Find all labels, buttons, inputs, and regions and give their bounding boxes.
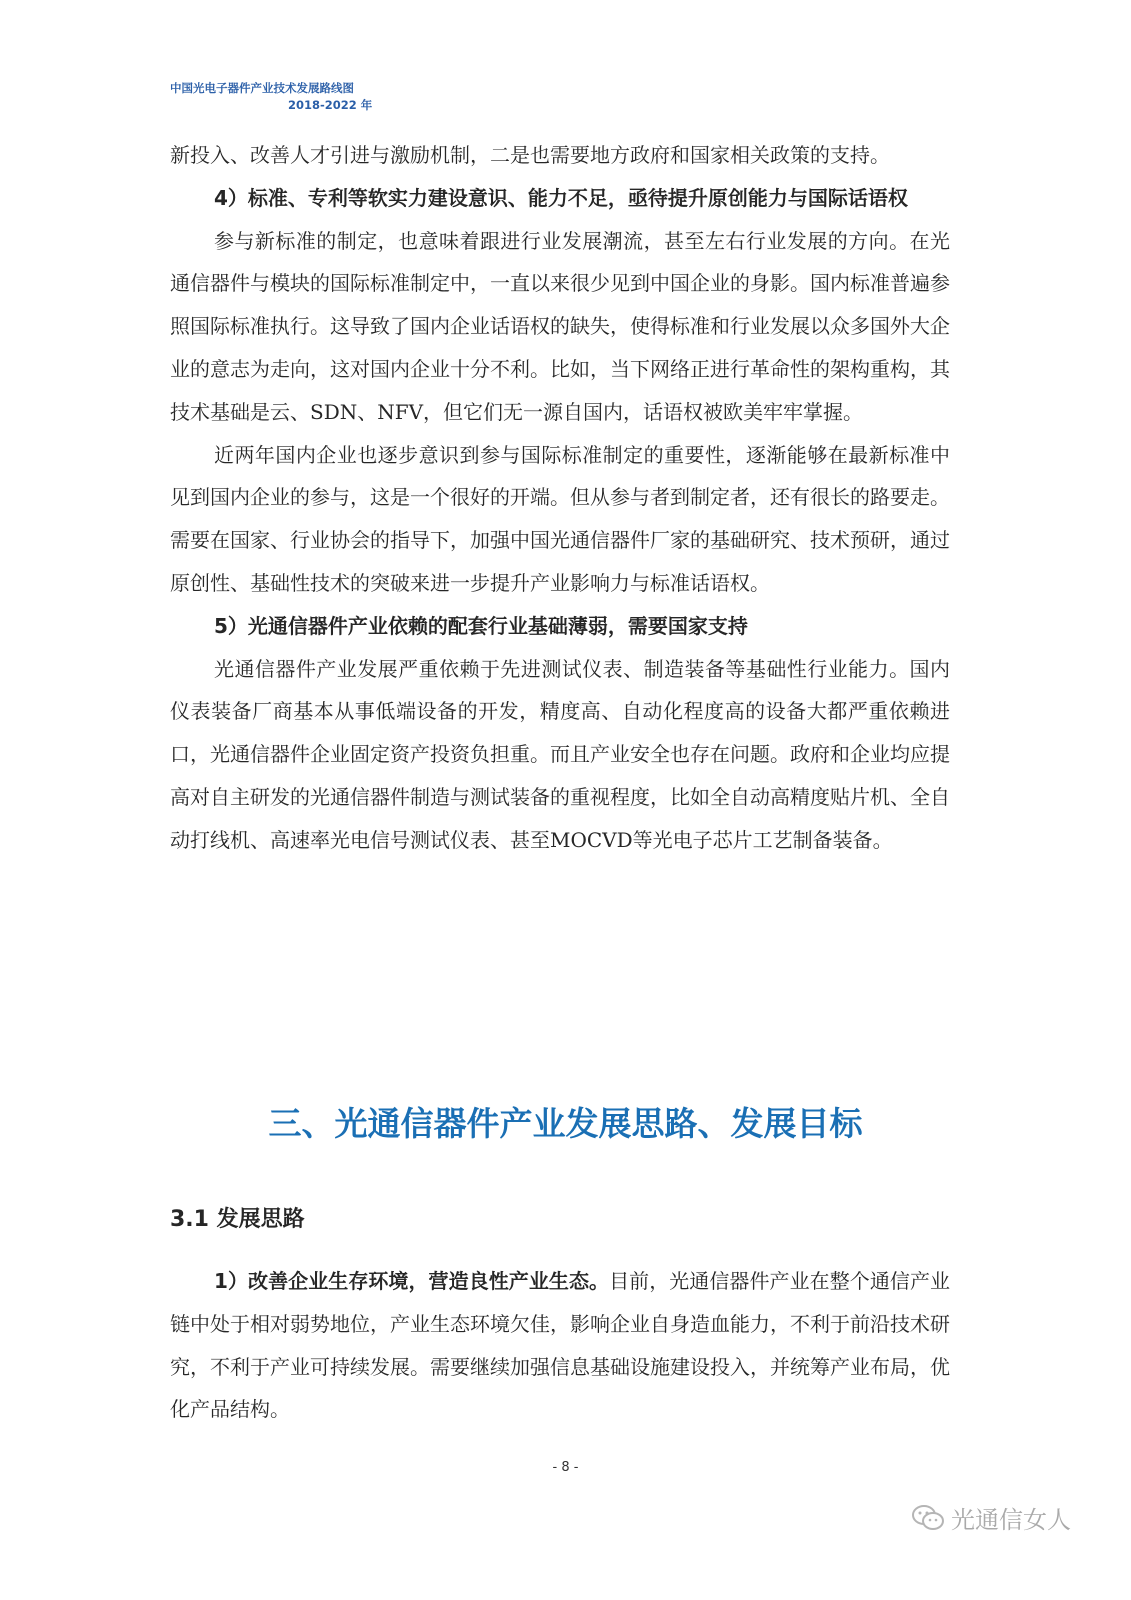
watermark [911,1500,1071,1535]
page-number: - 8 - [552,1460,579,1475]
paragraph-recent-years: 近两年国内企业也逐步意识到参与国际标准制定的重要性，逐渐能够在最新标准中见到国内企业的参与，这是一个很好的开端。但从参与者到制定者，还有很长的路要走。需要在国家、行业协会的指导下，加强中国光通信器件厂家的基础研究、技术预研，通过原创性、基础性技术的突破来进一步提升产业影响力与标准话语权。 [170,442,950,595]
watermark-text: 光通信女人 [951,1506,1071,1534]
paragraph-standards: 参与新标准的制定，也意味着跟进行业发展潮流，甚至左右行业发展的方向。在光通信器件与模块的国际标准制定中，一直以来很少见到中国企业的身影。国内标准普遍参照国际标准执行。这导致了国内企业话语权的缺失，使得标准和行业发展以众多国外大企业的意志为走向，这对国内企业十分不利。比如，当下网络正进行革命性的架构重构，其技术基础是云、SDN、NFV，但它们无一源自国内，话语权被欧美牢牢掌握。 [170,228,950,424]
running-header [170,80,373,114]
heading-item-4: 4）标准、专利等软实力建设意识、能力不足，亟待提升原创能力与国际话语权 [214,185,908,210]
wechat-icon [911,1504,945,1532]
paragraph-item-1 [170,1260,950,1431]
body-block-2 [170,1260,950,1431]
heading-item-5: 5）光通信器件产业依赖的配套行业基础薄弱，需要国家支持 [214,613,748,638]
body-block-1 [170,134,950,862]
subsection-title: 3.1 发展思路 [170,1207,305,1232]
header-years: 2018-2022 年 [288,98,373,112]
section-title: 三、光通信器件产业发展思路、发展目标 [268,1104,863,1143]
item-1-body: 目前，光通信器件产业在整个通信产业链中处于相对弱势地位，产业生态环境欠佳，影响企业自身造血能力，不利于前沿技术研究，不利于产业可持续发展。需要继续加强信息基础设施建设投入，并统筹产业布局，优化产品结构。 [170,1269,951,1422]
paragraph-continuation: 新投入、改善人才引进与激励机制，二是也需要地方政府和国家相关政策的支持。 [170,143,890,167]
header-title: 中国光电子器件产业技术发展路线图 [170,81,354,95]
paragraph-supporting-industry: 光通信器件产业发展严重依赖于先进测试仪表、制造装备等基础性行业能力。国内仪表装备厂商基本从事低端设备的开发，精度高、自动化程度高的设备大都严重依赖进口，光通信器件企业固定资产投资负担重。而且产业安全也存在问题。政府和企业均应提高对自主研发的光通信器件制造与测试装备的重视程度，比如全自动高精度贴片机、全自动打线机、高速率光电信号测试仪表、甚至MOCVD等光电子芯片工艺制备装备。 [170,656,950,852]
item-1-heading: 1）改善企业生存环境，营造良性产业生态。 [214,1269,610,1293]
